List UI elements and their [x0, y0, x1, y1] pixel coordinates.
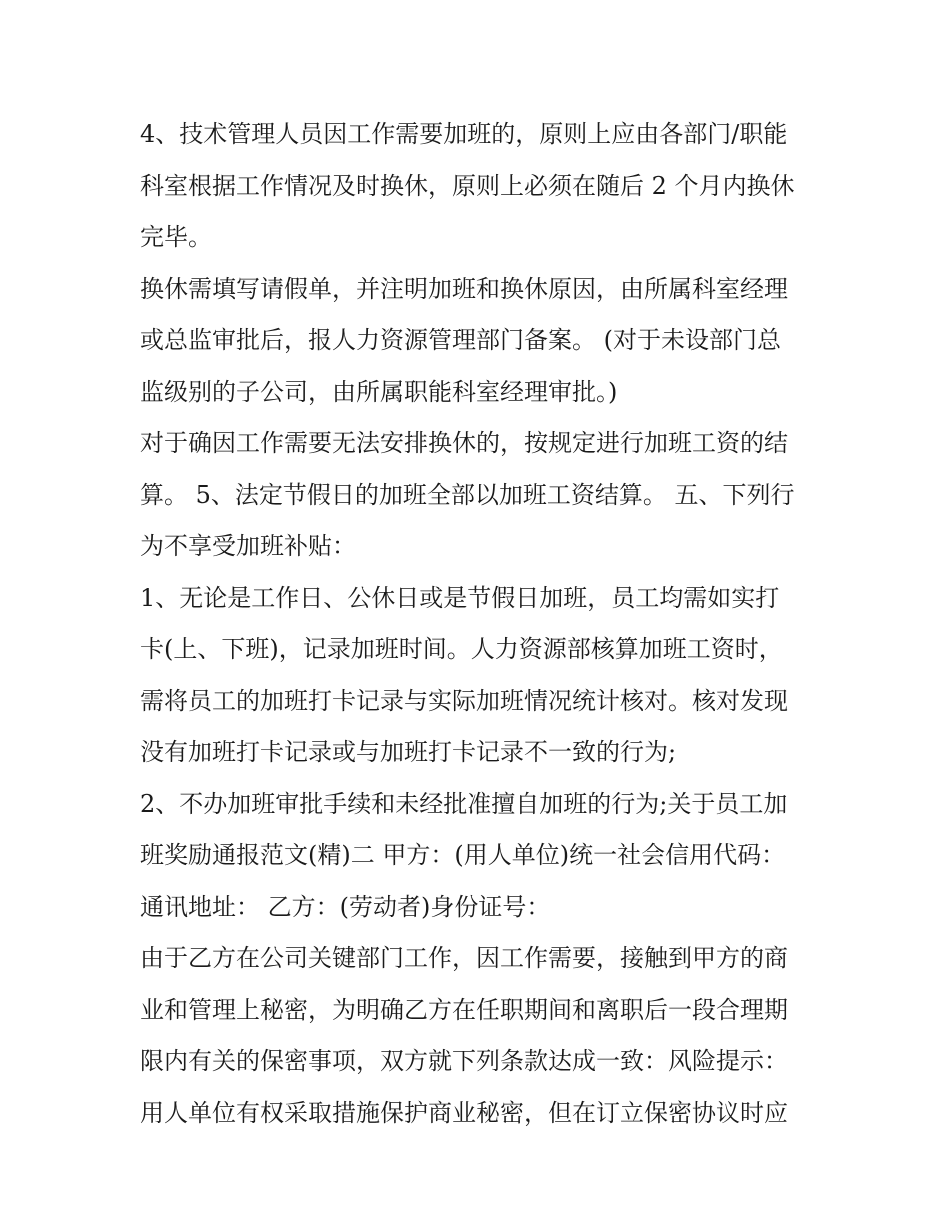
text-line: 4、技术管理人员因工作需要加班的，原则上应由各部门/职能 [140, 120, 788, 148]
text-line: 通讯地址： 乙方：(劳动者)身份证号： [140, 892, 551, 921]
document-body [140, 109, 820, 1139]
text-line: 或总监审批后，报人力资源管理部门备案。 (对于未设部门总 [140, 326, 781, 354]
text-line: 2、不办加班审批手续和未经批准擅自加班的行为;关于员工加 [140, 789, 788, 818]
text-line: 科室根据工作情况及时换休，原则上必须在随后 2 个月内换休 [140, 171, 795, 200]
text-line: 监级别的子公司，由所属职能科室经理审批。) [140, 377, 618, 406]
text-line: 为不享受加班补贴： [140, 532, 356, 560]
text-line: 限内有关的保密事项，双方就下列条款达成一致：风险提示： [140, 1047, 788, 1075]
text-line: 班奖励通报范文(精)二 甲方：(用人单位)统一社会信用代码： [140, 841, 786, 869]
text-line: 对于确因工作需要无法安排换休的，按规定进行加班工资的结 [140, 429, 788, 457]
text-line: 完毕。 [140, 223, 212, 251]
text-line: 换休需填写请假单，并注明加班和换休原因，由所属科室经理 [140, 274, 788, 303]
text-line: 业和管理上秘密，为明确乙方在任职期间和离职后一段合理期 [140, 995, 788, 1024]
text-line: 1、无论是工作日、公休日或是节假日加班，员工均需如实打 [140, 583, 780, 612]
text-line: 由于乙方在公司关键部门工作，因工作需要，接触到甲方的商 [140, 944, 788, 972]
text-line: 卡(上、下班)，记录加班时间。人力资源部核算加班工资时， [140, 635, 783, 663]
text-line: 算。 5、法定节假日的加班全部以加班工资结算。 五、下列行 [140, 480, 795, 509]
text-line: 没有加班打卡记录或与加班打卡记录不一致的行为; [140, 738, 677, 766]
text-line: 用人单位有权采取措施保护商业秘密，但在订立保密协议时应 [140, 1098, 788, 1127]
text-line: 需将员工的加班打卡记录与实际加班情况统计核对。核对发现 [140, 686, 788, 715]
